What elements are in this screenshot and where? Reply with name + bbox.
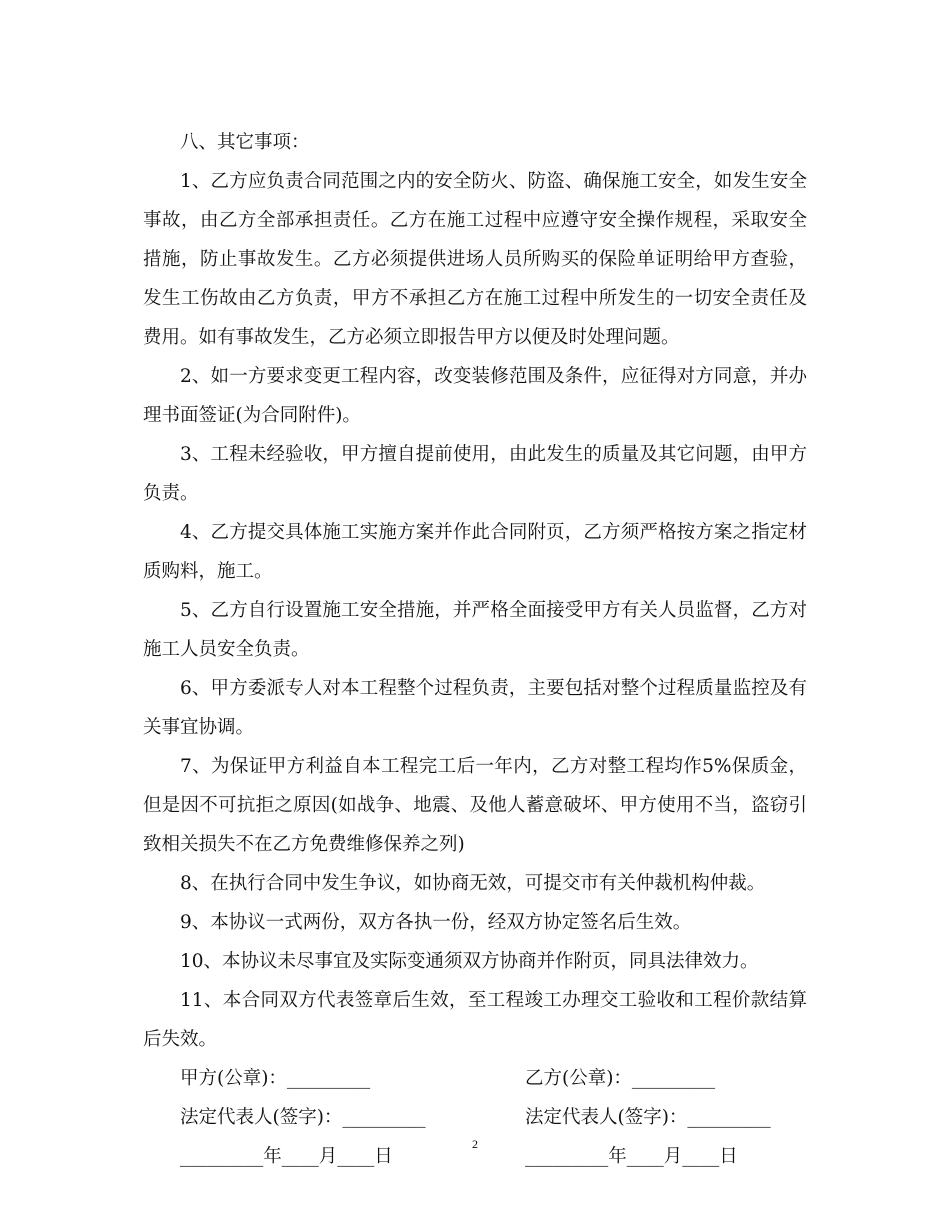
party-a-seal-field: 甲方(公章)：_________	[180, 1068, 371, 1089]
section-heading: 八、其它事项：	[180, 132, 310, 153]
clause-10: 10、本协议未尽事宜及实际变通须双方协商并作附页，同具法律效力。	[180, 951, 759, 972]
clause-4: 4、乙方提交具体施工实施方案并作此合同附页，乙方须严格按方案之指定材质购料，施工。	[143, 522, 807, 582]
document-body	[143, 123, 807, 1176]
party-a-date-field: _________年____月____日	[180, 1146, 393, 1167]
clause-8: 8、在执行合同中发生争议，如协商无效，可提交市有关仲裁机构仲裁。	[180, 873, 766, 894]
party-b-date-field: _________年____月____日	[525, 1146, 738, 1167]
clause-1: 1、乙方应负责合同范围之内的安全防火、防盗、确保施工安全，如发生安全事故，由乙方全部承担责任。乙方在施工过程中应遵守安全操作规程，采取安全措施，防止事故发生。乙方必须提供进场人员所购买的保险单证明给甲方查验，发生工伤故由乙方负责，甲方不承担乙方在施工过程中所发生的一切安全责任及费用。如有事故发生，乙方必须立即报告甲方以便及时处理问题。	[143, 171, 807, 348]
signature-row-representative	[143, 1098, 807, 1137]
signature-block	[143, 1059, 807, 1176]
party-b-seal-field: 乙方(公章)：_________	[525, 1068, 716, 1089]
party-b-representative-field: 法定代表人(签字)：_________	[525, 1107, 771, 1128]
clause-9: 9、本协议一式两份，双方各执一份，经双方协定签名后生效。	[180, 912, 692, 933]
party-a-representative-field: 法定代表人(签字)：_________	[180, 1107, 426, 1128]
clause-3: 3、工程未经验收，甲方擅自提前使用，由此发生的质量及其它问题，由甲方负责。	[143, 444, 807, 504]
clause-11: 11、本合同双方代表签章后生效，至工程竣工办理交工验收和工程价款结算后失效。	[143, 990, 807, 1050]
clause-7: 7、为保证甲方利益自本工程完工后一年内，乙方对整工程均作5%保质金，但是因不可抗拒之原因(如战争、地震、及他人蓄意破坏、甲方使用不当，盗窃引致相关损失不在乙方免费维修保养之列)	[143, 756, 807, 855]
signature-row-seal	[143, 1059, 807, 1098]
clause-2: 2、如一方要求变更工程内容，改变装修范围及条件，应征得对方同意，并办理书面签证(为合同附件)。	[143, 366, 807, 426]
page-number: 2	[472, 1137, 478, 1151]
clause-6: 6、甲方委派专人对本工程整个过程负责，主要包括对整个过程质量监控及有关事宜协调。	[143, 678, 807, 738]
clause-5: 5、乙方自行设置施工安全措施，并严格全面接受甲方有关人员监督，乙方对施工人员安全负责。	[143, 600, 807, 660]
